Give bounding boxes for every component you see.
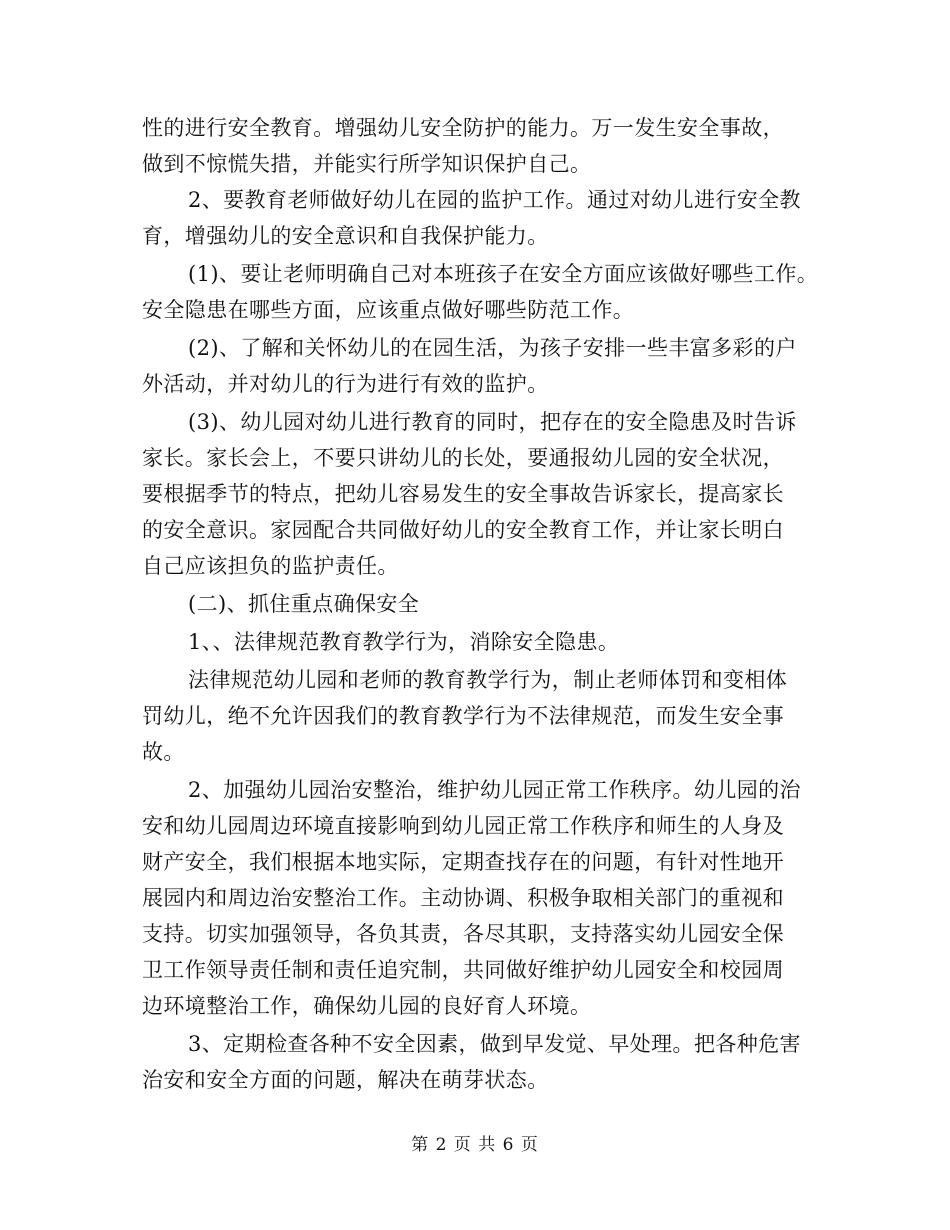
text-line: 罚幼儿，绝不允许因我们的教育教学行为不法律规范，而发生安全事 (142, 704, 784, 728)
paragraph-start-line: (2)、了解和关怀幼儿的在园生活，为孩子安排一些丰富多彩的户 (188, 336, 797, 360)
subsection-heading: 1、、法律规范教育教学行为，消除安全隐患。 (188, 630, 620, 654)
text-line: 自己应该担负的监护责任。 (142, 554, 399, 578)
text-line: 安和幼儿园周边环境直接影响到幼儿园正常工作秩序和师生的人身及 (142, 814, 784, 838)
text-line: 外活动，并对幼儿的行为进行有效的监护。 (142, 372, 549, 396)
text-line: 家长。家长会上，不要只讲幼儿的长处，要通报幼儿园的安全状况， (142, 446, 784, 470)
text-line: 故。 (142, 740, 185, 764)
paragraph-start-line: 2、要教育老师做好幼儿在园的监护工作。通过对幼儿进行安全教 (188, 188, 801, 212)
paragraph-start-line: (3)、幼儿园对幼儿进行教育的同时，把存在的安全隐患及时告诉 (188, 410, 797, 434)
paragraph-start-line: 法律规范幼儿园和老师的教育教学行为，制止老师体罚和变相体 (188, 668, 788, 692)
text-line: 财产安全，我们根据本地实际，定期查找存在的问题，有针对性地开 (142, 850, 784, 874)
text-line: 治安和安全方面的问题，解决在萌芽状态。 (142, 1068, 549, 1092)
text-line: 边环境整治工作，确保幼儿园的良好育人环境。 (142, 994, 592, 1018)
text-line: 支持。切实加强领导，各负其责，各尽其职，支持落实幼儿园安全保 (142, 922, 784, 946)
text-line: 做到不惊慌失措，并能实行所学知识保护自己。 (142, 152, 592, 176)
text-line: 展园内和周边治安整治工作。主动协调、积极争取相关部门的重视和 (142, 886, 784, 910)
text-line: 卫工作领导责任制和责任追究制，共同做好维护幼儿园安全和校园周 (142, 958, 784, 982)
paragraph-start-line: (1)、要让老师明确自己对本班孩子在安全方面应该做好哪些工作。 (188, 262, 819, 286)
page-footer: 第 2 页 共 6 页 (411, 1135, 539, 1155)
text-line: 的安全意识。家园配合共同做好幼儿的安全教育工作，并让家长明白 (142, 518, 784, 542)
text-line: 性的进行安全教育。增强幼儿安全防护的能力。万一发生安全事故， (142, 116, 784, 140)
text-line: 安全隐患在哪些方面，应该重点做好哪些防范工作。 (142, 298, 635, 322)
paragraph-start-line: 2、加强幼儿园治安整治，维护幼儿园正常工作秩序。幼儿园的治 (188, 778, 801, 802)
text-line: 要根据季节的特点，把幼儿容易发生的安全事故告诉家长，提高家长 (142, 482, 784, 506)
section-heading: (二)、抓住重点确保安全 (188, 592, 420, 616)
text-line: 育，增强幼儿的安全意识和自我保护能力。 (142, 224, 549, 248)
paragraph-start-line: 3、定期检查各种不安全因素，做到早发觉、早处理。把各种危害 (188, 1032, 801, 1056)
